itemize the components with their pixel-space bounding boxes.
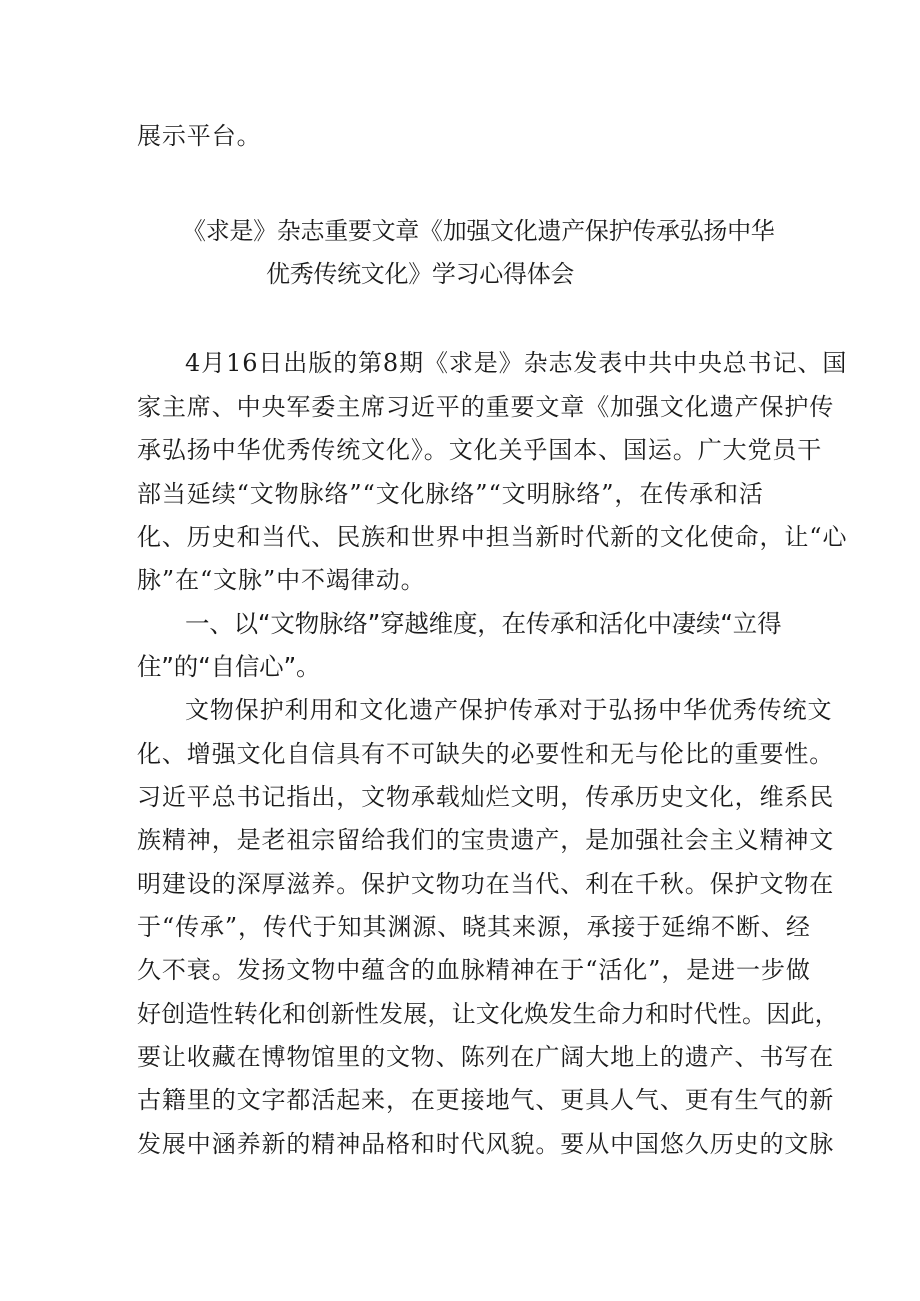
body-line: 古籍里的文字都活起来，在更接地气、更具人气、更有生气的新 — [137, 1086, 835, 1114]
section-1-heading-line-1: 一、以“文物脉络”穿越维度，在传承和活化中凄续“立得 — [185, 609, 782, 638]
intro-line: 脉”在“文脉”中不竭律动。 — [137, 566, 426, 594]
intro-line: 家主席、中央军委主席习近平的重要文章《加强文化遗产保护传 — [137, 393, 835, 421]
intro-line: 承弘扬中华优秀传统文化》。文化关乎国本、国运。广大党员干 — [137, 436, 823, 464]
body-line: 好创造性转化和创新性发展，让文化焕发生命力和时代性。因此， — [137, 1000, 839, 1028]
section-1-heading-line-2: 住”的“自信心”。 — [137, 652, 321, 681]
body-line: 发展中涵养新的精神品格和时代风貌。要从中国悠久历史的文脉 — [137, 1130, 835, 1158]
body-line: 文物保护利用和文化遗产保护传承对于弘扬中华优秀传统文 — [185, 696, 833, 724]
body-line: 久不衰。发扬文物中蕴含的血脉精神在于“活化”，是进一步做 — [137, 956, 811, 984]
article-title-line-2: 优秀传统文化》学习心得体会 — [266, 260, 575, 288]
intro-line: 4月16日出版的第8期《求是》杂志发表中共中央总书记、国 — [185, 349, 848, 377]
body-line: 要让收藏在博物馆里的文物、陈列在广阔大地上的遗产、书写在 — [137, 1043, 835, 1071]
body-line: 于“传承”，传代于知其渊源、晓其来源，承接于延绵不断、经 — [137, 913, 811, 941]
body-line: 族精神，是老祖宗留给我们的宝贵遗产，是加强社会主义精神文 — [137, 826, 835, 854]
intro-line: 部当延续“文物脉络”“文化脉络”“文明脉络”，在传承和活 — [137, 480, 764, 508]
body-line: 习近平总书记指出，文物承载灿烂文明，传承历史文化，维系民 — [137, 783, 835, 811]
top-fragment: 展示平台。 — [137, 122, 262, 150]
article-title-line-1: 《求是》杂志重要文章《加强文化遗产保护传承弘扬中华 — [182, 217, 775, 245]
intro-line: 化、历史和当代、民族和世界中担当新时代新的文化使命，让“心 — [137, 523, 848, 551]
body-line: 明建设的深厚滋养。保护文物功在当代、利在千秋。保护文物在 — [137, 870, 835, 898]
body-line: 化、增强文化自信具有不可缺失的必要性和无与伦比的重要性。 — [137, 740, 835, 768]
